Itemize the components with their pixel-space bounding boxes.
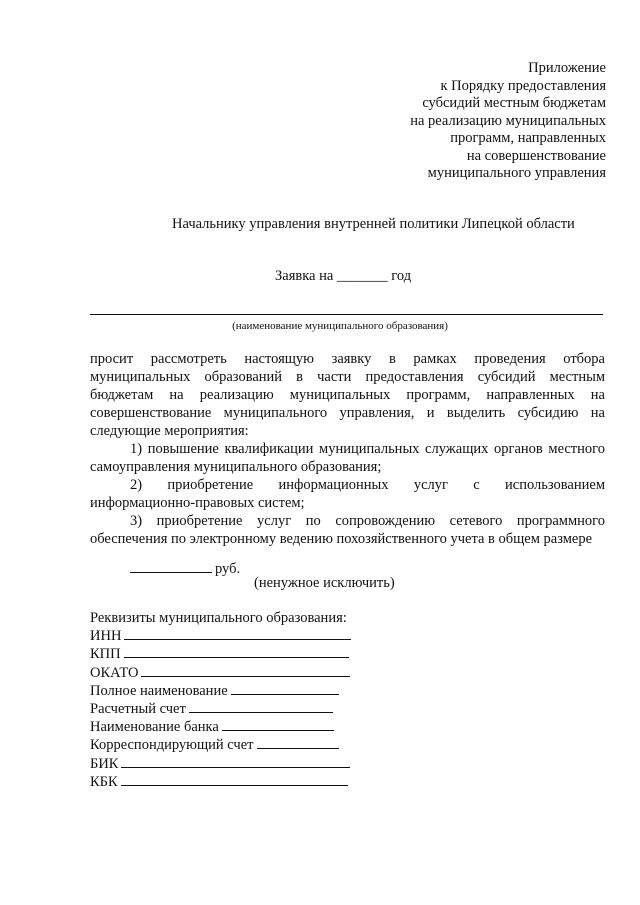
appendix-line: Приложение bbox=[528, 60, 606, 76]
sum-amount-blank[interactable] bbox=[130, 560, 212, 573]
requisite-row-kbk bbox=[90, 773, 351, 791]
sum-line bbox=[130, 560, 240, 578]
requisites-section bbox=[90, 610, 351, 791]
requisite-blank-inn[interactable] bbox=[124, 627, 351, 640]
requisite-row-kpp bbox=[90, 645, 351, 663]
requisite-label: Корреспондирующий счет bbox=[90, 737, 254, 754]
measure-item-3: 3) приобретение услуг по сопровождению сетевого программного обеспечения по электронному ведению похозяйственного учета в общем размере bbox=[90, 513, 605, 547]
measure-item-1: 1) повышение квалификации муниципальных служащих органов местного самоуправления муниципального образования; bbox=[90, 441, 605, 475]
sum-currency: руб. bbox=[215, 561, 241, 577]
requisite-row-full-name bbox=[90, 682, 351, 700]
appendix-line: к Порядку предоставления bbox=[440, 77, 606, 94]
requisite-blank-corr-account[interactable] bbox=[257, 736, 339, 749]
requisite-label: БИК bbox=[90, 755, 119, 772]
appendix-line: муниципального управления bbox=[427, 165, 606, 181]
requisite-blank-kbk[interactable] bbox=[121, 773, 348, 786]
requisite-label: Расчетный счет bbox=[90, 701, 186, 718]
requisite-blank-account[interactable] bbox=[189, 700, 333, 713]
requisite-label: КБК bbox=[90, 773, 118, 790]
addressee: Начальнику управления внутренней политики Липецкой области bbox=[172, 216, 575, 232]
requisite-label: Полное наименование bbox=[90, 682, 228, 699]
requisite-blank-kpp[interactable] bbox=[124, 645, 349, 658]
appendix-header bbox=[410, 60, 606, 183]
municipality-name-caption: (наименование муниципального образования) bbox=[232, 320, 448, 332]
appendix-line: на совершенствование bbox=[466, 147, 606, 164]
requisite-row-inn bbox=[90, 627, 351, 645]
requisite-row-account bbox=[90, 700, 351, 718]
requisite-label: ОКАТО bbox=[90, 664, 139, 681]
requisite-blank-okato[interactable] bbox=[141, 664, 350, 677]
municipality-name-blank[interactable] bbox=[90, 314, 603, 315]
requisite-blank-bik[interactable] bbox=[121, 755, 350, 768]
application-body bbox=[90, 350, 605, 548]
requisite-label: КПП bbox=[90, 646, 121, 663]
requisite-row-corr-account bbox=[90, 736, 351, 754]
application-title: Заявка на _______ год bbox=[275, 268, 412, 284]
appendix-line: программ, направленных bbox=[450, 130, 606, 146]
requisite-label: ИНН bbox=[90, 628, 122, 645]
measure-item-2: 2) приобретение информационных услуг с использованием информационно-правовых систем; bbox=[90, 477, 605, 511]
appendix-line: субсидий местным бюджетам bbox=[422, 95, 606, 111]
requisite-blank-bank[interactable] bbox=[222, 718, 334, 731]
appendix-line: на реализацию муниципальных bbox=[410, 112, 606, 129]
requisite-row-okato bbox=[90, 664, 351, 682]
requisites-heading: Реквизиты муниципального образования: bbox=[90, 610, 347, 626]
requisite-blank-full-name[interactable] bbox=[231, 682, 339, 695]
requisite-row-bik bbox=[90, 755, 351, 773]
exclude-note: (ненужное исключить) bbox=[254, 575, 395, 591]
requisite-label: Наименование банка bbox=[90, 719, 219, 736]
requisite-row-bank bbox=[90, 718, 351, 736]
intro-paragraph: просит рассмотреть настоящую заявку в рамках проведения отбора муниципальных образований в части предоставления субсидий местным бюджетам на реализацию муниципальных программ, направленных на совершенствование муниципального управления, и выделить субсидию на следующие мероприятия: bbox=[90, 351, 605, 439]
